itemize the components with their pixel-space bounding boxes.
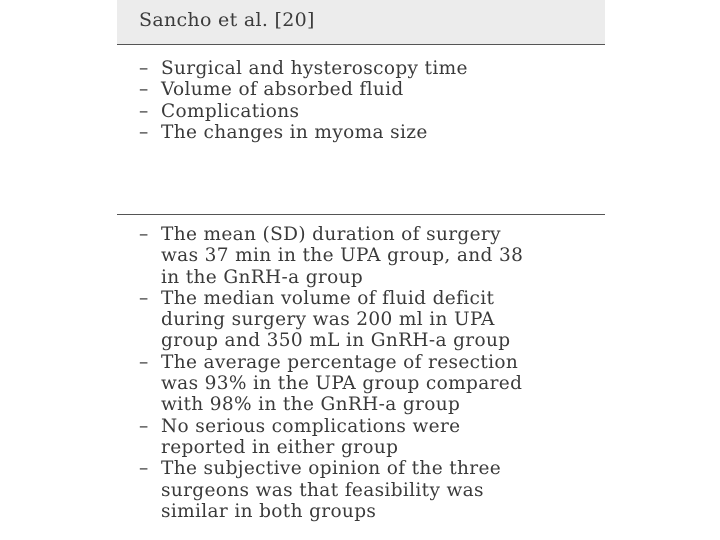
list-item <box>139 352 523 416</box>
dash-bullet: – <box>139 287 149 309</box>
dash-bullet: – <box>139 458 149 480</box>
dash-bullet: – <box>139 79 149 101</box>
list-item <box>139 122 468 143</box>
outcomes-list <box>139 58 468 143</box>
table-header-row <box>117 0 605 45</box>
result-text: The average percentage of resection was 93% in the UPA group compared with 98% in the GnRH-a group <box>161 351 523 416</box>
result-text: The median volume of fluid deficit during surgery was 200 ml in UPA group and 350 mL in GnRH-a group <box>161 287 511 352</box>
dash-bullet: – <box>139 351 149 373</box>
outcome-text: Surgical and hysteroscopy time <box>161 58 468 79</box>
dash-bullet: – <box>139 224 149 245</box>
list-item <box>139 224 523 288</box>
results-list <box>139 224 523 522</box>
list-item <box>139 101 468 122</box>
outcome-text: The changes in myoma size <box>161 121 428 143</box>
row-divider <box>117 214 605 215</box>
result-text: The mean (SD) duration of surgery was 37 min in the UPA group, and 38 in the GnRH-a group <box>161 224 524 288</box>
result-text: No serious complications were reported in either group <box>161 415 461 458</box>
list-item <box>139 79 468 100</box>
outcome-text: Volume of absorbed fluid <box>161 79 404 101</box>
dash-bullet: – <box>139 100 149 122</box>
result-text: The subjective opinion of the three surgeons was that feasibility was similar in both groups <box>161 458 502 522</box>
dash-bullet: – <box>139 415 149 437</box>
list-item <box>139 288 523 352</box>
list-item <box>139 458 523 522</box>
dash-bullet: – <box>139 121 149 143</box>
dash-bullet: – <box>139 58 149 79</box>
list-item <box>139 416 523 459</box>
study-title: Sancho et al. [20] <box>139 9 315 31</box>
table-panel <box>117 0 605 540</box>
list-item <box>139 58 468 79</box>
outcome-text: Complications <box>161 100 300 122</box>
